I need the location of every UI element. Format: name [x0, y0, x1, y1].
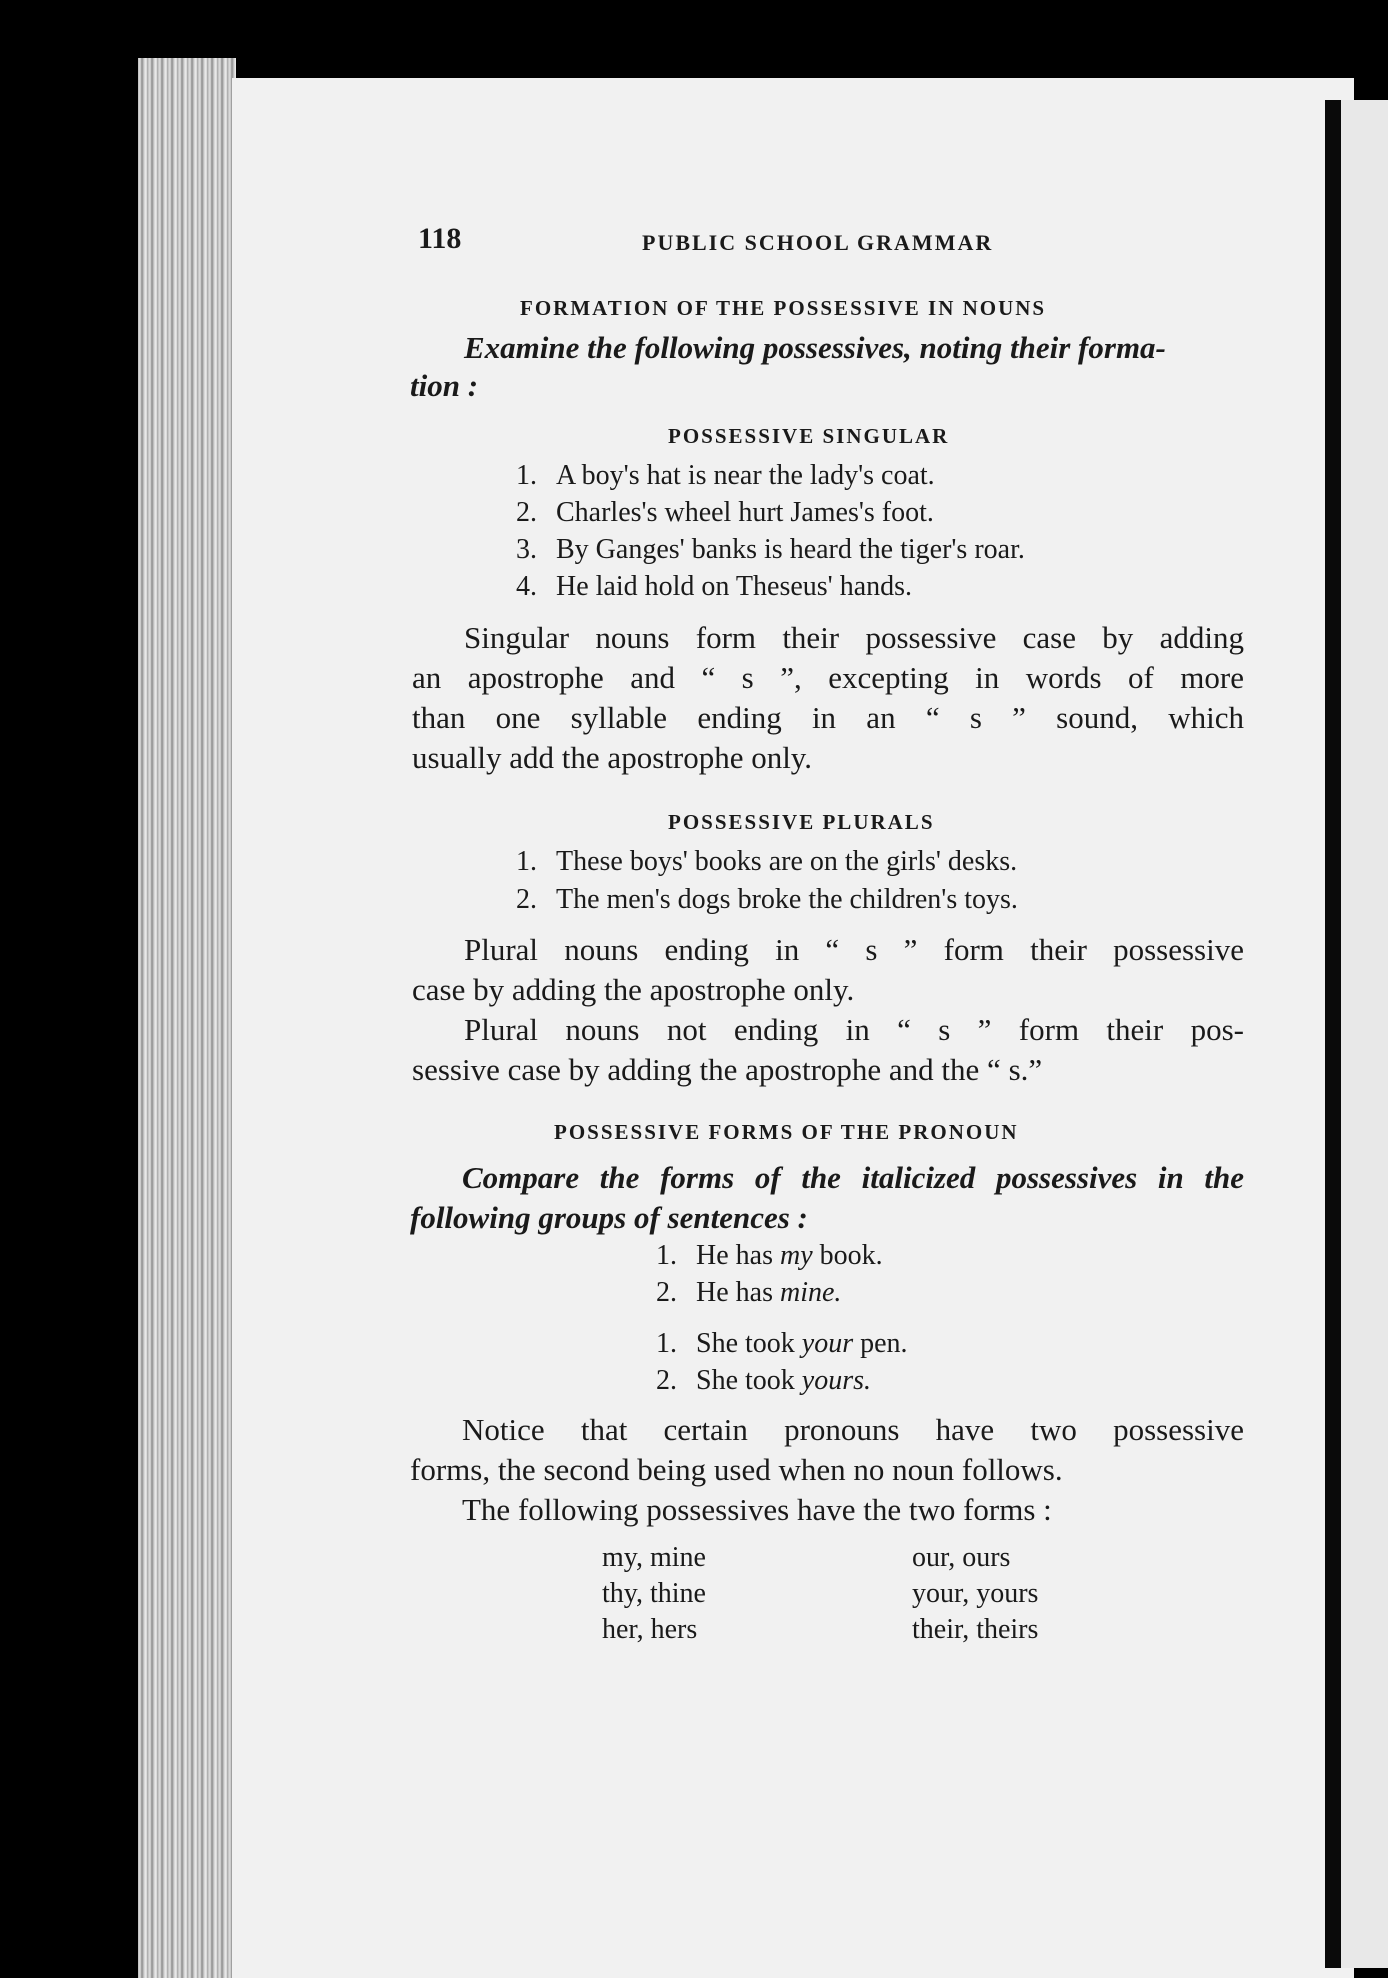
singular-rule-line-2: an apostrophe and “ s ”, excepting in words of more [412, 660, 1244, 695]
form-pair: our, ours [912, 1542, 1011, 1573]
notice-line-2: forms, the second being used when no noun follows. [410, 1452, 1063, 1487]
instruction-line-2: tion : [410, 368, 479, 403]
form-pair: their, theirs [912, 1614, 1039, 1645]
facing-page-edge [1341, 100, 1388, 1968]
list-item: 2. The men's dogs broke the children's toys. [516, 884, 1018, 915]
pronoun-group-1 [656, 1240, 883, 1314]
notice-line-1: Notice that certain pronouns have two possessive [462, 1412, 1244, 1447]
list-item: 2. She took yours. [656, 1365, 872, 1396]
plural-rule2-line-1: Plural nouns not ending in “ s ” form their pos- [464, 1012, 1244, 1047]
plural-rule1-line-2: case by adding the apostrophe only. [412, 972, 855, 1007]
singular-heading: POSSESSIVE SINGULAR [668, 424, 950, 448]
plural-heading: POSSESSIVE PLURALS [668, 810, 935, 834]
plural-rule1-line-1: Plural nouns ending in “ s ” form their possessive [464, 932, 1244, 967]
singular-list [516, 460, 1025, 608]
list-item: 1. He has my book. [656, 1240, 883, 1271]
form-pair: her, hers [602, 1614, 698, 1645]
plural-rule2-line-2: sessive case by adding the apostrophe and the “ s.” [412, 1052, 1043, 1087]
list-item: 1. A boy's hat is near the lady's coat. [516, 460, 935, 491]
list-item: 3. By Ganges' banks is heard the tiger's roar. [516, 534, 1025, 565]
pronoun-group-2 [656, 1328, 908, 1402]
form-pair: your, yours [912, 1578, 1039, 1609]
list-item: 2. Charles's wheel hurt James's foot. [516, 497, 934, 528]
form-pair: my, mine [602, 1542, 706, 1573]
singular-rule-line-4: usually add the apostrophe only. [412, 740, 813, 775]
singular-rule-line-1: Singular nouns form their possessive case by adding [464, 620, 1244, 655]
pronoun-heading: POSSESSIVE FORMS OF THE PRONOUN [554, 1120, 1019, 1144]
list-item: 1. These boys' books are on the girls' desks. [516, 846, 1018, 877]
list-item: 1. She took your pen. [656, 1328, 908, 1359]
pronoun-instruction-line-1: Compare the forms of the italicized possessives in the [462, 1160, 1244, 1195]
forms-right-column [912, 1540, 1038, 1648]
list-item: 2. He has mine. [656, 1277, 842, 1308]
following-line: The following possessives have the two forms : [462, 1492, 1052, 1527]
page-number: 118 [418, 222, 462, 255]
form-pair: thy, thine [602, 1578, 706, 1609]
plural-list [516, 846, 1018, 922]
singular-rule-line-3: than one syllable ending in an “ s ” sound, which [412, 700, 1244, 735]
pronoun-instruction-line-2: following groups of sentences : [410, 1200, 808, 1235]
list-item: 4. He laid hold on Theseus' hands. [516, 571, 913, 602]
instruction-line-1: Examine the following possessives, noting their forma- [464, 330, 1166, 365]
forms-left-column [602, 1540, 706, 1648]
book-gutter [1325, 100, 1341, 1968]
section-heading: FORMATION OF THE POSSESSIVE IN NOUNS [520, 296, 1047, 320]
running-title: PUBLIC SCHOOL GRAMMAR [642, 230, 994, 255]
page-edges [138, 58, 236, 1978]
